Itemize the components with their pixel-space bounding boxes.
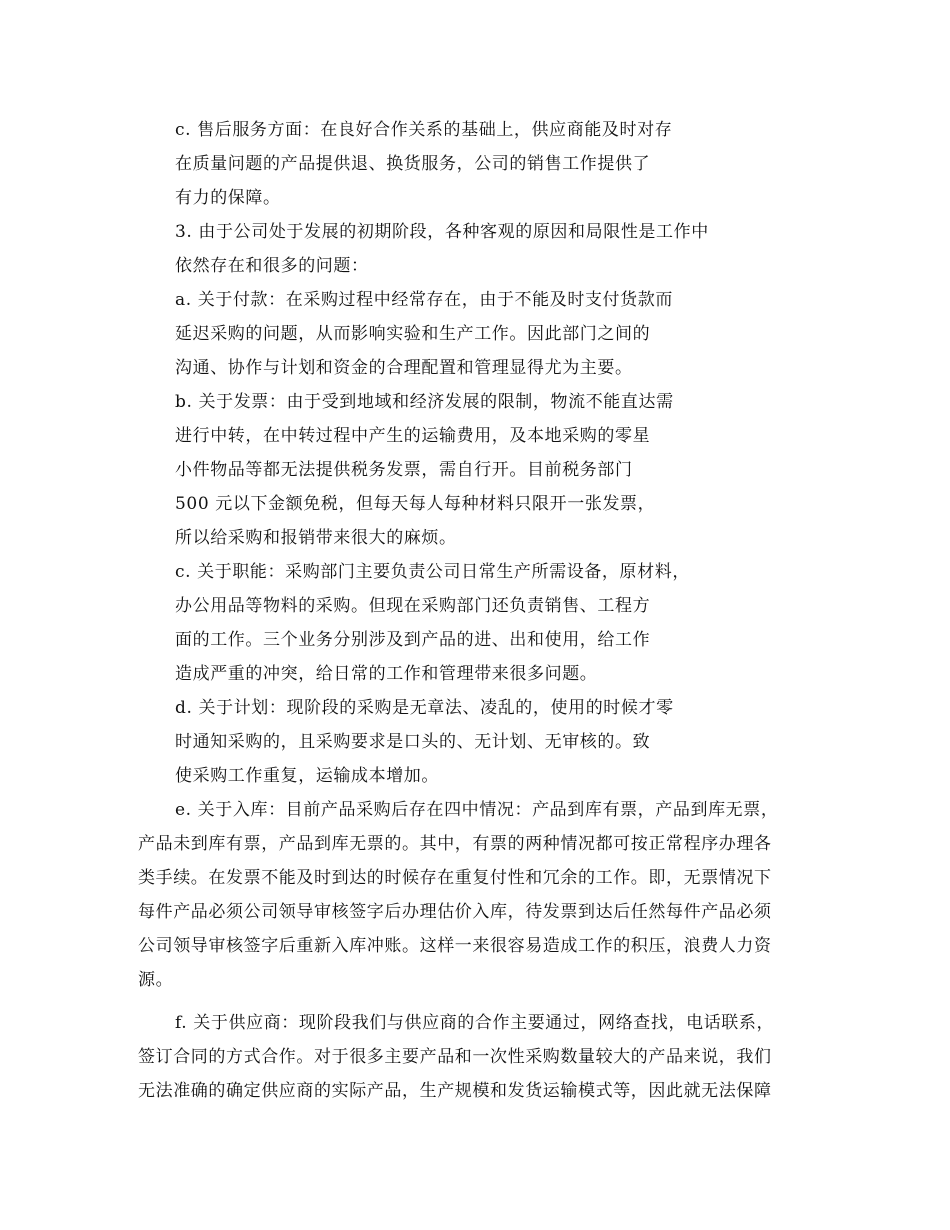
text-line: 办公用品等物料的采购。但现在采购部门还负责销售、工程方 <box>175 596 651 616</box>
text-line: 3. 由于公司处于发展的初期阶段，各种客观的原因和局限性是工作中 <box>175 222 709 242</box>
text-line: 类手续。在发票不能及时到达的时候存在重复付性和冗余的工作。即，无票情况下 <box>138 868 772 888</box>
text-line: 依然存在和很多的问题： <box>175 256 369 276</box>
text-line: 签订合同的方式合作。对于很多主要产品和一次性采购数量较大的产品来说，我们 <box>138 1047 772 1067</box>
text-line: 无法准确的确定供应商的实际产品，生产规模和发货运输模式等，因此就无法保障 <box>138 1081 772 1101</box>
text-line: e. 关于入库：目前产品采购后存在四中情况：产品到库有票，产品到库无票， <box>175 800 779 820</box>
text-line: 进行中转，在中转过程中产生的运输费用，及本地采购的零星 <box>175 426 651 446</box>
text-line: 公司领导审核签字后重新入库冲账。这样一来很容易造成工作的积压，浪费人力资 <box>138 936 772 956</box>
text-line: 在质量问题的产品提供退、换货服务，公司的销售工作提供了 <box>175 154 651 174</box>
text-line: 时通知采购的，且采购要求是口头的、无计划、无审核的。致 <box>175 732 651 752</box>
text-line: d. 关于计划：现阶段的采购是无章法、凌乱的，使用的时候才零 <box>175 698 674 718</box>
text-line: 产品未到库有票，产品到库无票的。其中，有票的两种情况都可按正常程序办理各 <box>138 834 772 854</box>
text-line: 源。 <box>138 970 174 990</box>
text-line: 面的工作。三个业务分别涉及到产品的进、出和使用，给工作 <box>175 630 651 650</box>
text-line: a. 关于付款：在采购过程中经常存在，由于不能及时支付货款而 <box>175 290 673 310</box>
text-line: 每件产品必须公司领导审核签字后办理估价入库，待发票到达后任然每件产品必须 <box>138 902 772 922</box>
text-line: b. 关于发票：由于受到地域和经济发展的限制，物流不能直达需 <box>175 392 674 412</box>
text-line: 造成严重的冲突，给日常的工作和管理带来很多问题。 <box>175 664 598 684</box>
text-line: c. 关于职能：采购部门主要负责公司日常生产所需设备，原材料， <box>175 562 690 582</box>
text-line: 所以给采购和报销带来很大的麻烦。 <box>175 528 457 548</box>
text-line: 小件物品等都无法提供税务发票，需自行开。目前税务部门 <box>175 460 633 480</box>
text-line: 延迟采购的问题，从而影响实验和生产工作。因此部门之间的 <box>175 324 651 344</box>
text-line: c. 售后服务方面：在良好合作关系的基础上，供应商能及时对存 <box>175 120 673 140</box>
text-line: 有力的保障。 <box>175 188 281 208</box>
text-line: 500 元以下金额免税，但每天每人每种材料只限开一张发票， <box>175 494 656 514</box>
text-line: f. 关于供应商：现阶段我们与供应商的合作主要通过，网络查找，电话联系， <box>175 1013 775 1033</box>
text-line: 沟通、协作与计划和资金的合理配置和管理显得尤为主要。 <box>175 358 633 378</box>
text-line: 使采购工作重复，运输成本增加。 <box>175 766 439 786</box>
